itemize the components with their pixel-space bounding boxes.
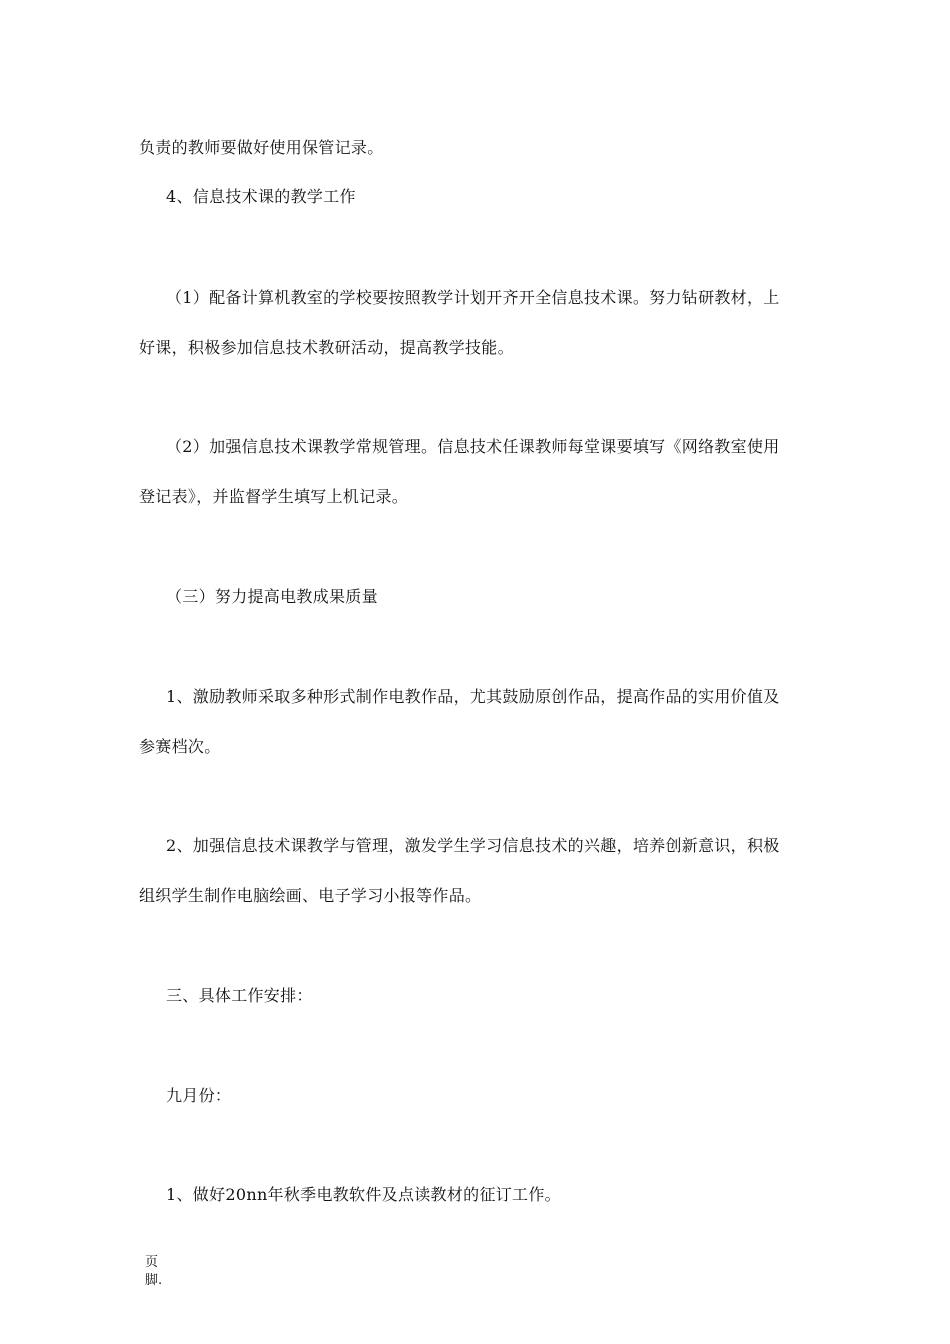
paragraph-line: 好课，积极参加信息技术教研活动，提高教学技能。 <box>139 338 514 357</box>
section-heading: （三）努力提高电教成果质量 <box>166 587 378 606</box>
section-heading: 三、具体工作安排： <box>166 986 313 1005</box>
section-heading: 4、信息技术课的教学工作 <box>166 187 356 206</box>
footer-line: 脚. <box>145 1273 163 1288</box>
paragraph-line: 负责的教师要做好使用保管记录。 <box>139 138 384 157</box>
page-footer <box>145 1254 175 1290</box>
paragraph-line: 参赛档次。 <box>139 737 221 756</box>
paragraph-line: 组织学生制作电脑绘画、电子学习小报等作品。 <box>139 886 482 905</box>
paragraph-line: 1、做好20nn年秋季电教软件及点读教材的征订工作。 <box>166 1185 561 1204</box>
paragraph-line: 1、激励教师采取多种形式制作电教作品，尤其鼓励原创作品，提高作品的实用价值及 <box>166 687 780 706</box>
paragraph-line: 登记表》，并监督学生填写上机记录。 <box>139 487 409 506</box>
paragraph-line: 2、加强信息技术课教学与管理，激发学生学习信息技术的兴趣，培养创新意识，积极 <box>166 836 780 855</box>
paragraph-line: （2）加强信息技术课教学常规管理。信息技术任课教师每堂课要填写《网络教室使用 <box>166 437 780 456</box>
month-heading: 九月份： <box>166 1086 232 1105</box>
footer-line: 页 <box>145 1255 159 1270</box>
paragraph-line: （1）配备计算机教室的学校要按照教学计划开齐开全信息技术课。努力钻研教材，上 <box>166 288 780 307</box>
